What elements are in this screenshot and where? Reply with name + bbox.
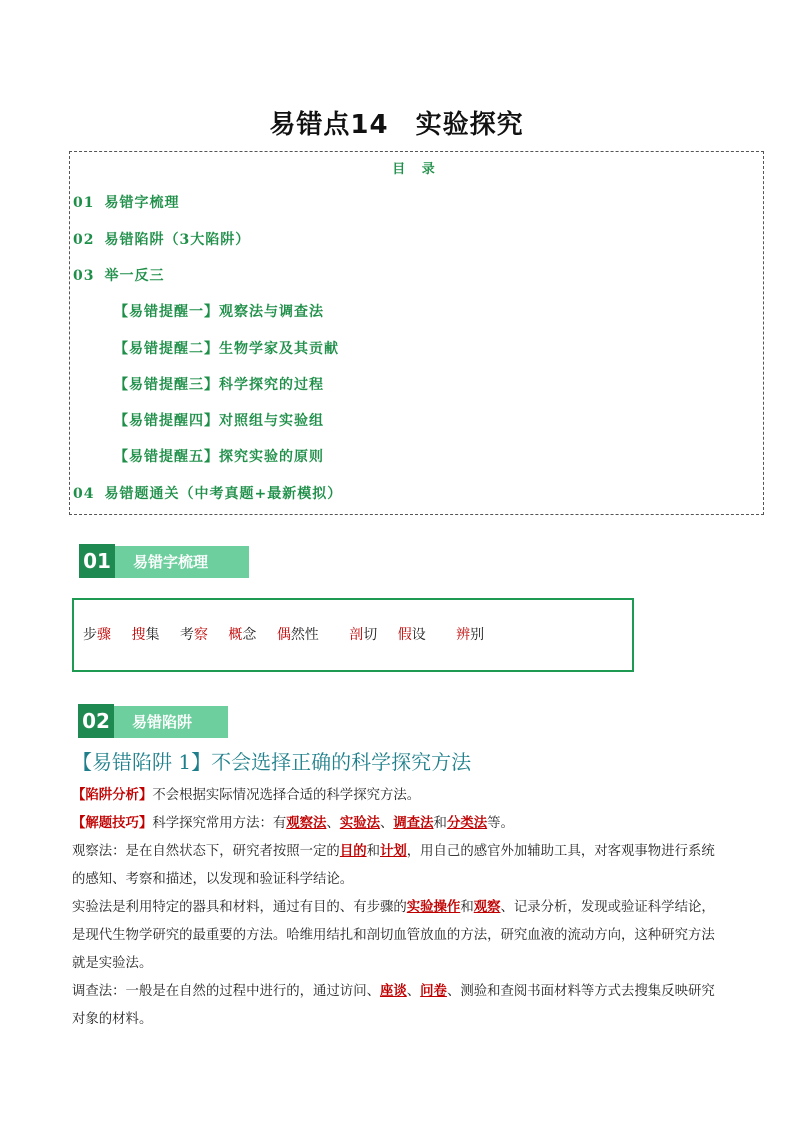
word-item: 偶然性 <box>276 627 319 643</box>
toc-item-label: 【易错提醒二】生物学家及其贡献 <box>114 341 339 357</box>
toc-heading: 目 录 <box>392 162 441 177</box>
experiment-method-paragraph: 实验法是利用特定的器具和材料，通过有目的、有步骤的实验操作和观察、记录分析，发现或验证科学结论，是现代生物学研究的最重要的方法。哈维用结扎和剖切血管放血的方法，研究血液的流动方向，这种研究方法就是实验法。 <box>72 900 715 971</box>
toc-subitem[interactable] <box>114 446 324 466</box>
toc-item-label: 【易错提醒一】观察法与调查法 <box>114 304 324 320</box>
toc-item-label: 易错题通关（中考真题+最新模拟） <box>104 486 343 502</box>
page-title: 易错点14 实验探究 <box>269 110 524 140</box>
trap-analysis: 【陷阱分析】不会根据实际情况选择合适的科学探究方法。 <box>72 788 421 803</box>
toc-item-label: 易错陷阱（3大陷阱） <box>104 232 251 248</box>
toc-subitem[interactable] <box>114 374 324 394</box>
word-item: 概念 <box>228 627 257 643</box>
section-label: 易错陷阱 <box>114 706 228 738</box>
toc-item[interactable] <box>73 192 179 212</box>
trap-title: 【易错陷阱 1】不会选择正确的科学探究方法 <box>72 750 472 774</box>
toc-item-label: 【易错提醒三】科学探究的过程 <box>114 377 324 393</box>
section-number: 02 <box>78 704 114 738</box>
analysis-tag: 【陷阱分析】 <box>72 788 153 803</box>
toc-subitem[interactable] <box>114 301 324 321</box>
word-list <box>83 624 500 644</box>
tips-tag: 【解题技巧】 <box>72 816 153 831</box>
section-number: 01 <box>79 544 115 578</box>
toc-item[interactable] <box>73 229 250 249</box>
word-item: 剖切 <box>349 627 378 643</box>
toc-subitem[interactable] <box>114 338 339 358</box>
section-header-2 <box>78 704 228 738</box>
toc-item-label: 易错字梳理 <box>104 195 180 211</box>
section-label: 易错字梳理 <box>115 546 249 578</box>
observation-method-paragraph: 观察法：是在自然状态下，研究者按照一定的目的和计划，用自己的感官外加辅助工具，对客观事物进行系统的感知、考察和描述，以发现和验证科学结论。 <box>72 844 715 887</box>
toc-item-label: 【易错提醒五】探究实验的原则 <box>114 449 324 465</box>
word-item: 辨别 <box>456 627 485 643</box>
section-header-1 <box>79 544 249 578</box>
survey-method-paragraph: 调查法：一般是在自然的过程中进行的，通过访问、座谈、问卷、测验和查阅书面材料等方式去搜集反映研究对象的材料。 <box>72 984 715 1027</box>
word-item: 搜集 <box>131 627 160 643</box>
word-item: 假设 <box>397 627 426 643</box>
table-of-contents <box>69 151 764 515</box>
toc-item[interactable] <box>73 483 342 503</box>
toc-item[interactable] <box>73 265 164 285</box>
toc-item-number: 01 <box>73 195 95 211</box>
toc-item-number: 02 <box>73 232 95 248</box>
toc-subitem[interactable] <box>114 410 324 430</box>
word-list-box <box>72 598 634 672</box>
toc-item-label: 举一反三 <box>104 268 165 284</box>
toc-item-label: 【易错提醒四】对照组与实验组 <box>114 413 324 429</box>
solution-tips: 【解题技巧】科学探究常用方法：有观察法、实验法、调查法和分类法等。 <box>72 816 514 831</box>
toc-item-number: 03 <box>73 268 95 284</box>
word-item: 步骤 <box>83 627 111 643</box>
toc-item-number: 04 <box>73 486 95 502</box>
word-item: 考察 <box>179 627 208 643</box>
